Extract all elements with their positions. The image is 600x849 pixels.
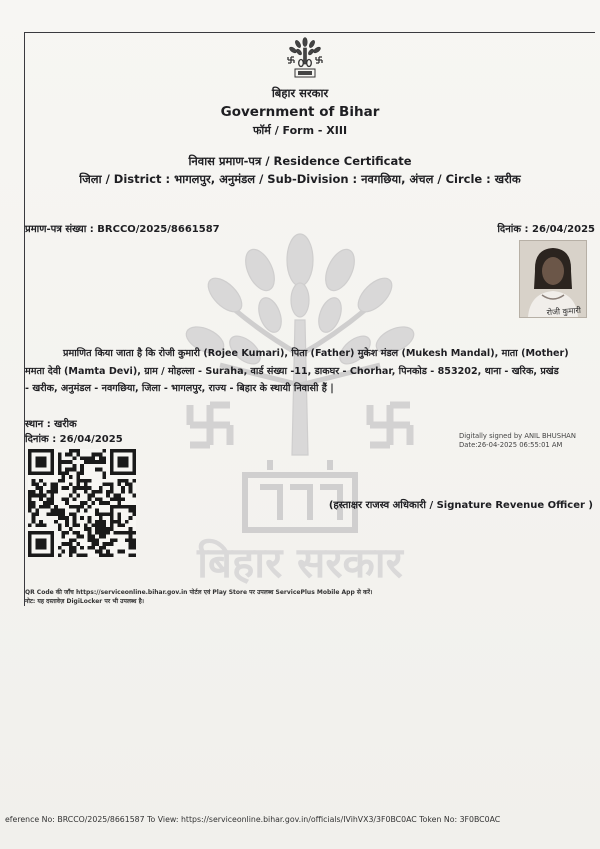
qr-verification-note: QR Code की जाँच https://serviceonline.bihar.gov.in पोर्टल एवं Play Store पर उपलब्ध ServicePlus Mobile App से करें।	[25, 589, 373, 596]
photo-signature: रोजी कुमारी	[546, 305, 582, 317]
applicant-photo	[519, 240, 587, 318]
certificate-title: निवास प्रमाण-पत्र / Residence Certificate	[188, 154, 412, 168]
signature-label: (हस्ताक्षर राजस्व अधिकारी / Signature Revenue Officer )	[328, 500, 593, 511]
digital-signature	[459, 432, 576, 450]
bihar-emblem-watermark	[150, 225, 450, 600]
bihar-emblem-icon	[285, 36, 325, 80]
government-title: Government of Bihar	[220, 104, 380, 120]
applicant-portrait-image	[520, 241, 586, 317]
watermark-text: बिहार सरकार	[197, 538, 403, 587]
certification-statement	[25, 345, 595, 398]
digital-signature-by: Digitally signed by ANIL BHUSHAN	[459, 432, 576, 440]
statement-line-3: - खरीक, अनुमंडल - नवगछिया, जिला - भागलपुर, राज्य - बिहार के स्थायी निवासी हैं |	[25, 383, 334, 394]
form-number: फॉर्म / Form - XIII	[252, 124, 348, 137]
certificate-date: दिनांक : 26/04/2025	[497, 224, 595, 235]
digilocker-note: नोट: यह दस्तावेज़ DigiLocker पर भी उपलब्ध है।	[25, 598, 145, 605]
reference-footer: eference No: BRCCO/2025/8661587 To View: https://serviceonline.bihar.gov.in/officials/IVihVX3/3F0BC0AC Token No: 3F0BC0AC	[5, 815, 501, 824]
district-line: जिला / District : भागलपुर, अनुमंडल / Sub-Division : नवगछिया, अंचल / Circle : खरीक	[79, 172, 521, 186]
certificate-number: प्रमाण-पत्र संख्या : BRCCO/2025/8661587	[25, 224, 220, 235]
statement-line-2: ममता देवी (Mamta Devi), ग्राम / मोहल्ला - Suraha, वार्ड संख्या -11, डाकघर - Chorhar, पिनकोड - 853202, थाना - खरिक, प्रखंड	[25, 365, 559, 377]
digital-signature-date: Date:26-04-2025 06:55:01 AM	[459, 441, 563, 449]
qr-code-icon[interactable]	[28, 449, 136, 557]
statement-line-1: प्रमाणित किया जाता है कि रोजी कुमारी (Rojee Kumari), पिता (Father) मुकेश मंडल (Mukesh Mandal), माता (Mother)	[63, 348, 569, 359]
state-name-hindi: बिहार सरकार	[271, 86, 329, 100]
issue-place: स्थान : खरीक	[25, 419, 77, 430]
issue-date: दिनांक : 26/04/2025	[25, 434, 123, 445]
